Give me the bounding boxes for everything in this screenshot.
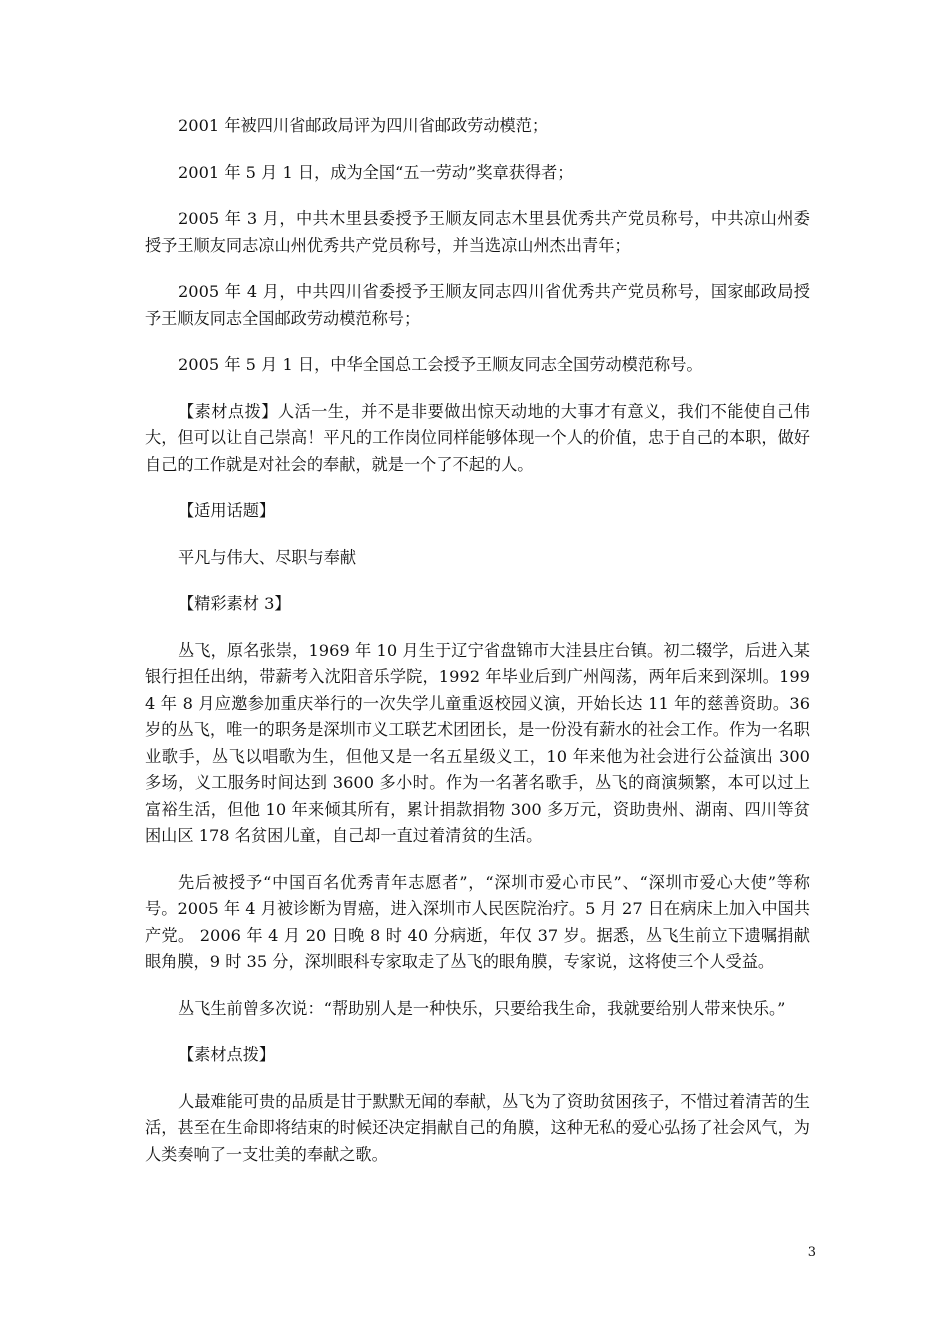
- paragraph-award-2001-may-day: 2001 年 5 月 1 日，成为全国“五一劳动”奖章获得者；: [178, 162, 574, 182]
- heading-applicable-topics: 【适用话题】: [178, 501, 276, 520]
- heading-material-commentary-2: 【素材点拨】: [178, 1045, 276, 1064]
- paragraph-award-2005-may: 2005 年 5 月 1 日，中华全国总工会授予王顺友同志全国劳动模范称号。: [178, 355, 703, 374]
- heading-featured-material-3: 【精彩素材 3】: [178, 594, 291, 613]
- document-body: [145, 113, 810, 1188]
- page-number: 3: [807, 1245, 816, 1260]
- paragraph-material-commentary-1: 【素材点拨】人活一生，并不是非要做出惊天动地的大事才有意义，我们不能使自己伟大，但可以让自己崇高！平凡的工作岗位同样能够体现一个人的价值，忠于自己的本职，做好自己的工作就是对社会的奉献，就是一个了不起的人。: [145, 401, 810, 474]
- paragraph-material-commentary-2: 人最难能可贵的品质是甘于默默无闻的奉献，丛飞为了资助贫困孩子，不惜过着清苦的生活，甚至在生命即将结束的时候还决定捐献自己的角膜，这种无私的爱心弘扬了社会风气，为人类奏响了一支壮美的奉献之歌。: [145, 1091, 810, 1164]
- paragraph-award-2001-province: 2001 年被四川省邮政局评为四川省邮政劳动模范；: [178, 116, 549, 135]
- paragraph-congfei-honors: 先后被授予“中国百名优秀青年志愿者”，“深圳市爱心市民”、“深圳市爱心大使”等称号。2005 年 4 月被诊断为胃癌，进入深圳市人民医院治疗。5 月 27 日在病床上加入中国共产党。 2006 年 4 月 20 日晚 8 时 40 分病逝，年仅 37 岁。据悉，丛飞生前立下遗嘱捐献眼角膜，9 时 35 分，深圳眼科专家取走了丛飞的眼角膜，专家说，这将使三个人受益。: [145, 872, 810, 971]
- paragraph-award-2005-april: 2005 年 4 月，中共四川省委授予王顺友同志四川省优秀共产党员称号，国家邮政局授予王顺友同志全国邮政劳动模范称号；: [145, 282, 810, 328]
- paragraph-congfei-quote: 丛飞生前曾多次说：“帮助别人是一种快乐，只要给我生命，我就要给别人带来快乐。”: [178, 998, 786, 1018]
- paragraph-congfei-biography: 丛飞，原名张崇，1969 年 10 月生于辽宁省盘锦市大洼县庄台镇。初二辍学，后进入某银行担任出纳，带薪考入沈阳音乐学院，1992 年毕业后到广州闯荡，两年后来到深圳。1994 年 8 月应邀参加重庆举行的一次失学儿童重返校园义演，开始长达 11 年的慈善资助。36 岁的丛飞，唯一的职务是深圳市义工联艺术团团长，是一份没有薪水的社会工作。作为一名职业歌手，丛飞以唱歌为生，但他又是一名五星级义工，10 年来他为社会进行公益演出 300 多场，义工服务时间达到 3600 多小时。作为一名著名歌手，丛飞的商演频繁，本可以过上富裕生活，但他 10 年来倾其所有，累计捐款捐物 300 多万元，资助贵州、湖南、四川等贫困山区 178 名贫困儿童，自己却一直过着清贫的生活。: [145, 640, 810, 845]
- paragraph-award-2005-march: 2005 年 3 月，中共木里县委授予王顺友同志木里县优秀共产党员称号，中共凉山州委授予王顺友同志凉山州优秀共产党员称号，并当选凉山州杰出青年；: [145, 209, 810, 255]
- paragraph-topics: 平凡与伟大、尽职与奉献: [178, 547, 357, 567]
